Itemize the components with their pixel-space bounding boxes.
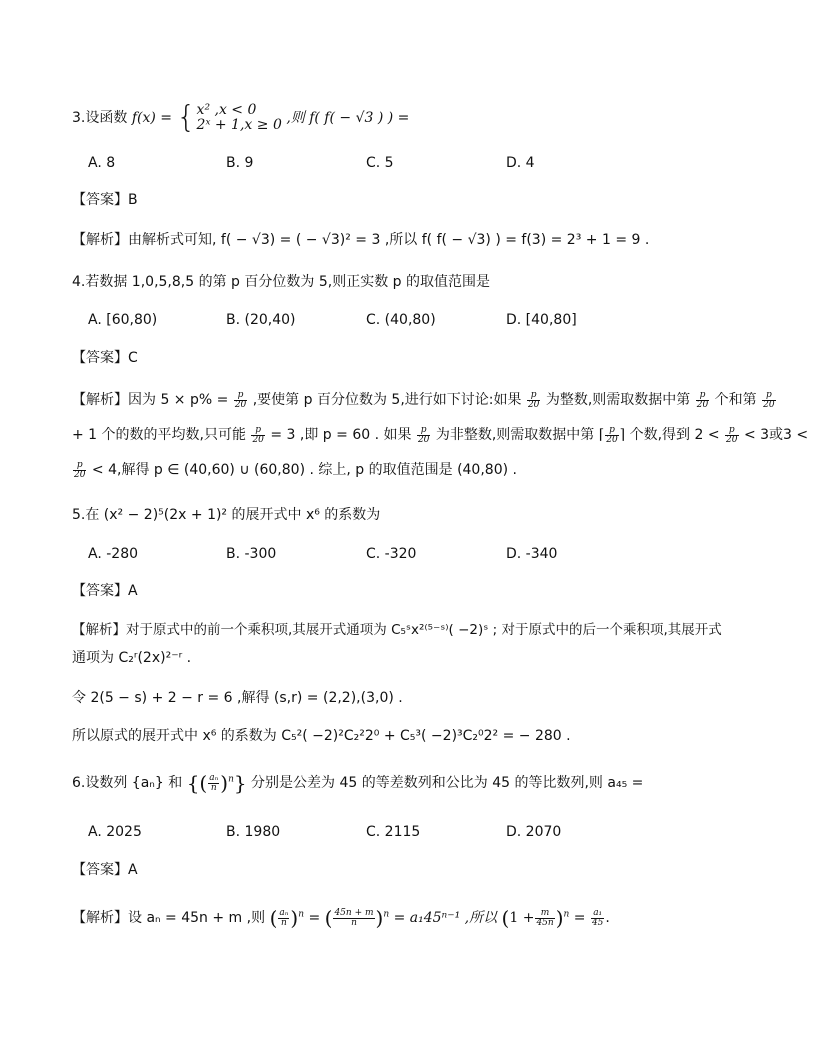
fraction-den: n xyxy=(351,917,357,928)
q5-analysis-line-3: 令 2(5 − s) + 2 − r = 6 ,解得 (s,r) = (2,2),(3,0) . xyxy=(72,690,403,706)
q4-analysis-2e: < 3或3 < xyxy=(743,427,809,443)
fraction-num: p xyxy=(605,426,618,436)
q6-option-b: B. 1980 xyxy=(226,824,281,840)
q4-fraction xyxy=(527,391,540,410)
q3-stem xyxy=(72,100,410,135)
q4-analysis-line-3 xyxy=(72,460,517,480)
fraction-num: p xyxy=(762,391,775,401)
q4-answer: 【答案】C xyxy=(72,350,138,366)
q3-stem-prefix: 3.设函数 xyxy=(72,110,128,126)
q4-option-b: B. (20,40) xyxy=(226,312,296,328)
fraction-den: 20 xyxy=(417,434,430,445)
exponent-n: n xyxy=(383,909,390,920)
ceil-bracket: ⌉ xyxy=(619,427,626,443)
q6-option-d: D. 2070 xyxy=(506,824,562,840)
q6-stem-a: 6.设数列 {aₙ} 和 xyxy=(72,775,183,791)
q3-option-a: A. 8 xyxy=(88,155,116,171)
fraction-den: 20 xyxy=(696,399,709,410)
q4-fraction xyxy=(417,426,430,445)
paren-right: ) xyxy=(220,771,229,795)
paren-right: ) xyxy=(290,906,299,930)
equals: = xyxy=(308,910,321,926)
q4-stem: 4.若数据 1,0,5,8,5 的第 p 百分位数为 5,则正实数 p 的取值范围是 xyxy=(72,274,490,290)
paren-right: ) xyxy=(375,906,384,930)
exponent-n: n xyxy=(563,909,570,920)
q3-func: f(x) = xyxy=(131,110,172,126)
q5-option-b: B. -300 xyxy=(226,546,277,562)
q3-analysis: 【解析】由解析式可知, f( − √3) = ( − √3)² = 3 ,所以 f( f( − √3) ) = f(3) = 2³ + 1 = 9 . xyxy=(72,232,650,248)
q6-option-a: A. 2025 xyxy=(88,824,142,840)
q4-fraction xyxy=(696,391,709,410)
fraction-den: n xyxy=(210,782,217,793)
fraction-num: p xyxy=(527,391,540,401)
q3-option-c: C. 5 xyxy=(366,155,394,171)
q6-stem xyxy=(72,773,643,793)
q4-fraction xyxy=(605,426,618,445)
q5-answer: 【答案】A xyxy=(72,583,138,599)
q3-case-1: x² ,x < 0 xyxy=(196,102,257,118)
q6-fraction-3 xyxy=(535,909,554,928)
q6-stem-b: 分别是公差为 45 的等差数列和公比为 45 的等比数列,则 a₄₅ = xyxy=(251,775,644,791)
exponent-n: n xyxy=(298,909,304,920)
q5-stem: 5.在 (x² − 2)⁵(2x + 1)² 的展开式中 x⁶ 的系数为 xyxy=(72,507,381,523)
q4-analysis-2b: = 3 ,即 p = 60 . 如果 xyxy=(270,427,412,443)
fraction-num: p xyxy=(251,426,264,436)
q6-analysis-c: = xyxy=(573,910,586,926)
paren-left: ( xyxy=(324,906,333,930)
fraction-num: p xyxy=(73,461,86,471)
q4-fraction xyxy=(762,391,775,410)
fraction-num: aₙ xyxy=(279,907,289,918)
q4-analysis-line-2 xyxy=(72,425,808,445)
paren-left: ( xyxy=(199,771,208,795)
q4-analysis-1d: 个和第 xyxy=(714,392,757,408)
fraction-num: 45n + m xyxy=(334,907,374,918)
brace-left: { xyxy=(186,771,200,795)
fraction-den: 20 xyxy=(74,469,86,480)
brace-right: } xyxy=(233,771,247,795)
q4-analysis-1b: ,要使第 p 百分位数为 5,进行如下讨论:如果 xyxy=(252,392,522,408)
q3-brace: { xyxy=(176,100,196,135)
fraction-den: 20 xyxy=(606,434,618,445)
q4-analysis-3: < 4,解得 p ∈ (40,60) ∪ (60,80) . 综上, p 的取值范围是 (40,80) . xyxy=(91,462,517,478)
q6-analysis xyxy=(72,908,610,928)
q6-seq-fraction xyxy=(208,774,219,793)
exponent-n: n xyxy=(228,774,234,785)
q6-option-c: C. 2115 xyxy=(366,824,421,840)
q4-fraction xyxy=(73,461,86,480)
period: . xyxy=(605,910,610,926)
q5-option-c: C. -320 xyxy=(366,546,417,562)
fraction-num: p xyxy=(234,391,247,401)
fraction-den: 20 xyxy=(527,399,540,410)
q6-answer: 【答案】A xyxy=(72,862,138,878)
fraction-den: 20 xyxy=(763,399,775,410)
q6-analysis-b: = a₁45ⁿ⁻¹ ,所以 xyxy=(393,910,498,926)
q5-analysis-line-4: 所以原式的展开式中 x⁶ 的系数为 C₅²( −2)²C₂²2⁰ + C₅³( −2)³C₂⁰2² = − 280 . xyxy=(72,728,571,744)
fraction-den: 45n xyxy=(536,917,554,928)
q4-fraction xyxy=(234,391,247,410)
q6-fraction-4 xyxy=(591,909,604,928)
fraction-num: p xyxy=(417,426,430,436)
fraction-den: 20 xyxy=(726,434,738,445)
q3-case-2: 2ˣ + 1,x ≥ 0 xyxy=(196,117,282,133)
fraction-num: a₁ xyxy=(591,909,604,919)
q3-option-d: D. 4 xyxy=(506,155,535,171)
q5-analysis-line-2: 通项为 C₂ʳ(2x)²⁻ʳ . xyxy=(72,650,192,666)
paren-left: ( xyxy=(501,906,510,930)
q5-analysis-line-1: 【解析】对于原式中的前一个乘积项,其展开式通项为 C₅ˢx²⁽⁵⁻ˢ⁾( −2)ˢ ; 对于原式中的后一个乘积项,其展开式 xyxy=(72,622,722,638)
q4-analysis-1c: 为整数,则需取数据中第 xyxy=(545,392,691,408)
q6-fraction-2 xyxy=(333,909,374,928)
q5-option-d: D. -340 xyxy=(506,546,558,562)
paren-right: ) xyxy=(555,906,564,930)
q4-option-d: D. [40,80] xyxy=(506,312,577,328)
q3-stem-suffix: ,则 f( f( − √3 ) ) = xyxy=(286,110,410,126)
fraction-den: n xyxy=(280,917,287,928)
q4-analysis-2c: 为非整数,则需取数据中第 xyxy=(435,427,595,443)
q4-fraction xyxy=(251,426,264,445)
q3-answer: 【答案】B xyxy=(72,192,138,208)
q4-analysis-1a: 【解析】因为 5 × p% = xyxy=(72,392,229,408)
fraction-num: p xyxy=(725,426,738,436)
q6-seq-fraction xyxy=(278,909,289,928)
q5-option-a: A. -280 xyxy=(88,546,139,562)
one: 1 + xyxy=(509,910,535,926)
q4-analysis-2a: + 1 个的数的平均数,只可能 xyxy=(72,427,246,443)
paren-left: ( xyxy=(269,906,278,930)
fraction-num: p xyxy=(696,391,709,401)
ceil-bracket: ⌈ xyxy=(598,427,605,443)
q6-analysis-a: 【解析】设 aₙ = 45n + m ,则 xyxy=(72,910,266,926)
q4-analysis-line-1 xyxy=(72,390,777,410)
q3-option-b: B. 9 xyxy=(226,155,254,171)
q3-cases xyxy=(197,103,282,133)
fraction-den: 20 xyxy=(252,434,264,445)
q4-analysis-2d: 个数,得到 2 < xyxy=(629,427,720,443)
q4-option-a: A. [60,80) xyxy=(88,312,158,328)
fraction-num: aₙ xyxy=(209,772,219,783)
fraction-num: m xyxy=(535,909,554,919)
q4-option-c: C. (40,80) xyxy=(366,312,436,328)
q4-fraction xyxy=(725,426,738,445)
fraction-den: 20 xyxy=(234,399,247,410)
fraction-den: 45 xyxy=(591,917,604,928)
